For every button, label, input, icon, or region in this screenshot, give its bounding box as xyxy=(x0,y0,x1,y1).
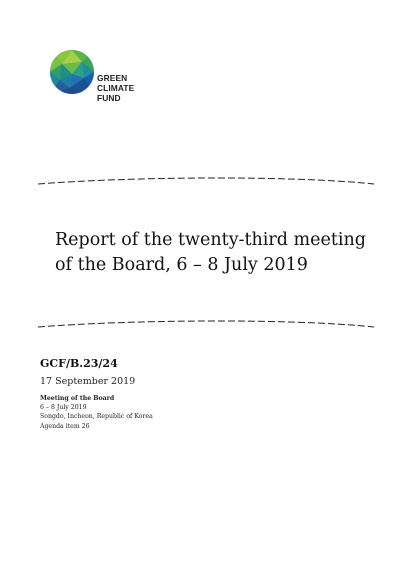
logo-line-green: GREEN xyxy=(97,73,128,83)
gcf-logo xyxy=(48,48,148,108)
logo-line-fund: FUND xyxy=(97,93,121,103)
gcf-globe-icon xyxy=(48,48,96,96)
top-divider xyxy=(36,175,376,189)
bottom-divider xyxy=(36,318,376,332)
meeting-heading: Meeting of the Board xyxy=(40,395,115,402)
report-title: Report of the twenty-third meeting of the Board, 6 – 8 July 2019 xyxy=(55,230,366,275)
document-date: 17 September 2019 xyxy=(40,376,136,387)
meeting-location: Songdo, Incheon, Republic of Korea xyxy=(40,413,153,421)
agenda-item: Agenda item 26 xyxy=(40,422,90,430)
logo-wordmark xyxy=(97,73,134,103)
meeting-dates: 6 – 8 July 2019 xyxy=(40,404,87,412)
logo-line-climate: CLIMATE xyxy=(97,83,135,93)
meeting-info xyxy=(40,394,153,431)
document-symbol: GCF/B.23/24 xyxy=(40,357,118,370)
